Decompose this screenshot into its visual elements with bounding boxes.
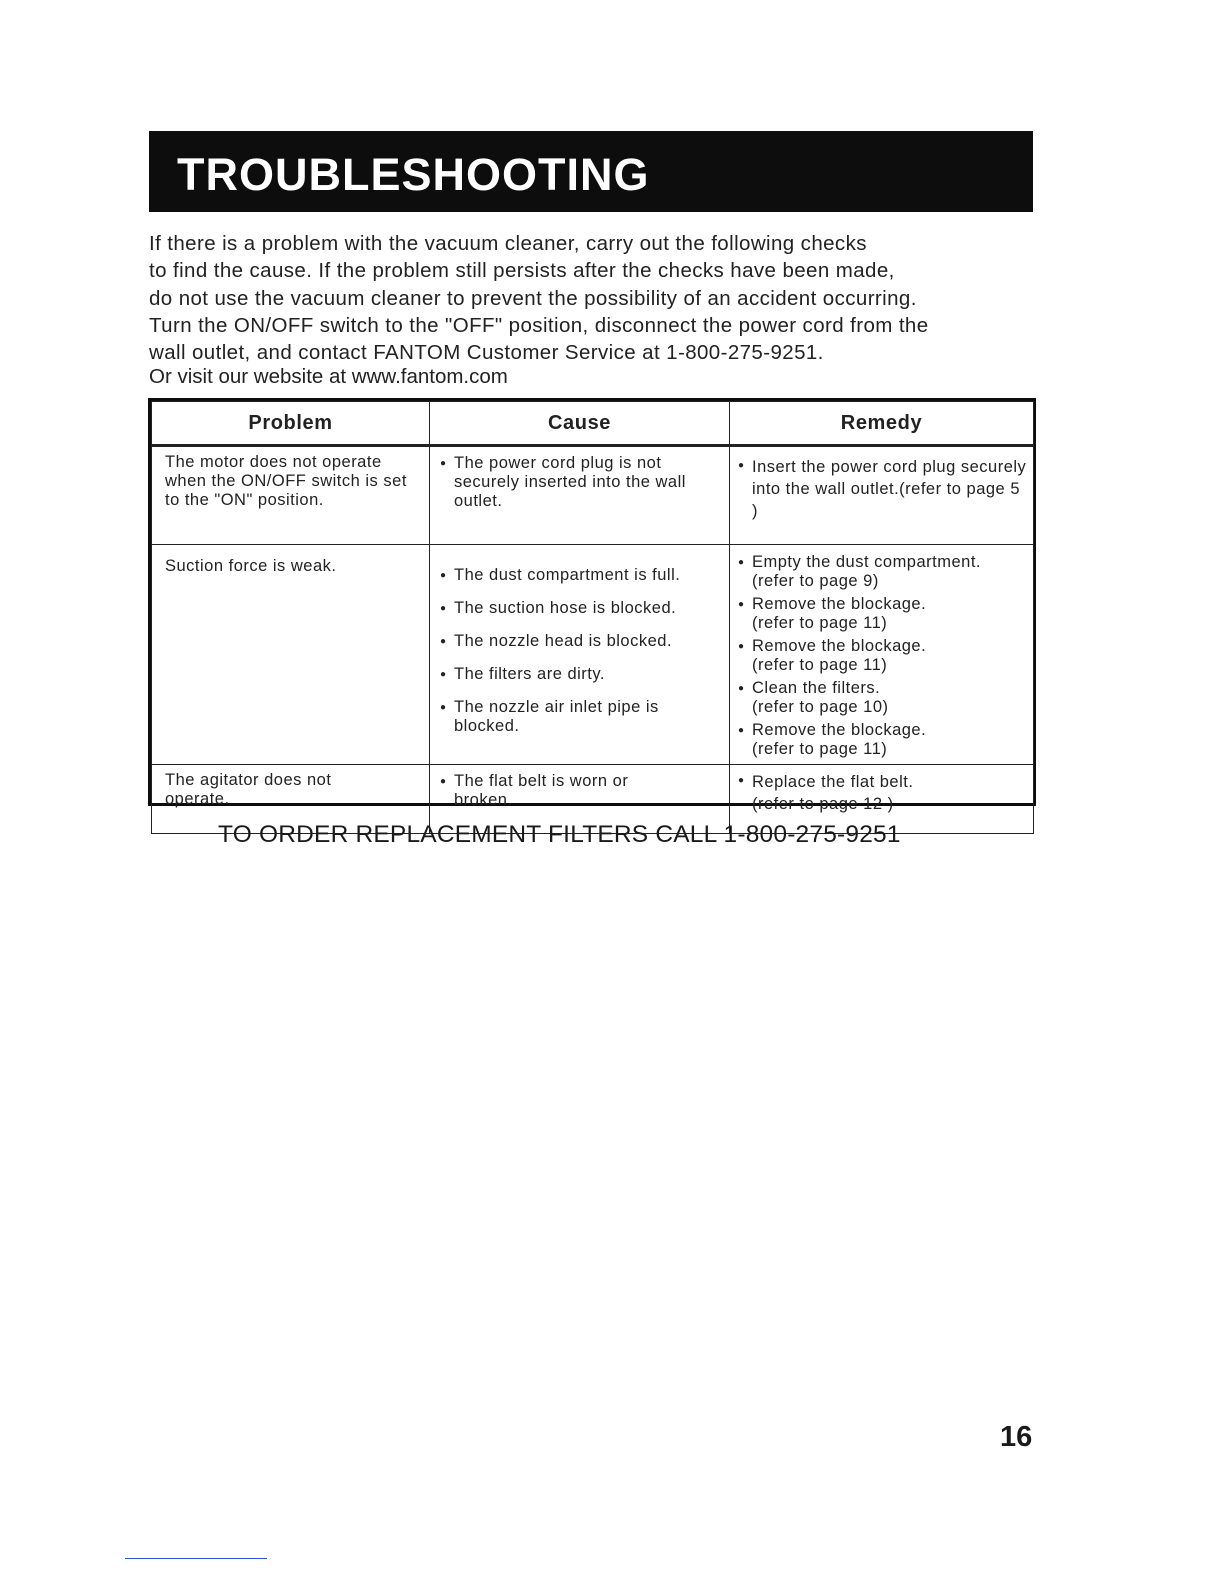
remedy-text: ● Remove the blockage. <box>752 595 927 613</box>
remedy-ref: (refer to page 11) <box>752 740 888 758</box>
remedy-cell <box>730 446 1034 545</box>
remedy-ref: (refer to page 11) <box>752 614 888 632</box>
intro-line: If there is a problem with the vacuum cleaner, carry out the following checks <box>149 232 867 255</box>
remedy-ref: (refer to page 9) <box>752 572 879 590</box>
title-banner <box>149 131 1033 212</box>
remedy-item <box>738 679 1027 717</box>
problem-cell: The agitator does not operate. <box>152 765 430 834</box>
intro-line: Turn the ON/OFF switch to the "OFF" position, disconnect the power cord from the <box>149 313 929 337</box>
remedy-ref: (refer to page 12 ) <box>752 795 894 813</box>
cause-cell <box>430 446 730 545</box>
cause-item: ● The power cord plug is not securely inserted into the wall outlet. <box>440 454 721 511</box>
intro-text <box>149 230 1049 388</box>
cause-cell <box>430 545 730 765</box>
remedy-item <box>738 456 1027 522</box>
cause-item: ● The suction hose is blocked. <box>440 599 721 618</box>
website-line: Or visit our website at www.fantom.com <box>149 365 508 389</box>
intro-line: do not use the vacuum cleaner to prevent the possibility of an accident occurring. <box>149 286 917 310</box>
remedy-text: ● Replace the flat belt. <box>752 773 914 791</box>
remedy-item <box>738 553 1027 591</box>
remedy-ref: (refer to page 10) <box>752 698 889 716</box>
remedy-ref: (refer to page 5 ) <box>752 480 1020 520</box>
remedy-text: ● Remove the blockage. <box>752 637 927 655</box>
page-title: TROUBLESHOOTING <box>177 149 650 200</box>
remedy-text: Insert the power cord plug securely into the wall outlet. <box>752 458 1027 498</box>
remedy-cell <box>730 545 1034 765</box>
order-filters-line: TO ORDER REPLACEMENT FILTERS CALL 1-800-275-9251 <box>218 821 901 848</box>
remedy-ref: (refer to page 11) <box>752 656 888 674</box>
problem-cell: Suction force is weak. <box>152 545 430 765</box>
remedy-text: ● Remove the blockage. <box>752 721 927 739</box>
remedy-item <box>738 637 1027 675</box>
remedy-text: ● Empty the dust compartment. <box>752 553 982 571</box>
table-row <box>152 545 1034 765</box>
header-remedy: Remedy <box>730 402 1034 446</box>
page-number: 16 <box>1000 1421 1033 1453</box>
table-row <box>152 446 1034 545</box>
cause-item: ● The nozzle air inlet pipe is blocked. <box>440 698 721 736</box>
problem-cell: The motor does not operate when the ON/OFF switch is set to the "ON" position. <box>152 446 430 545</box>
header-cause: Cause <box>430 402 730 446</box>
cause-item: ● The dust compartment is full. <box>440 566 721 585</box>
remedy-item <box>738 721 1027 759</box>
remedy-text: ● Clean the filters. <box>752 679 881 697</box>
cause-item: ● The nozzle head is blocked. <box>440 632 721 651</box>
intro-line: to find the cause. If the problem still persists after the checks have been made, <box>149 259 895 283</box>
footer-rule <box>125 1558 267 1559</box>
troubleshooting-table <box>148 398 1036 813</box>
table-header-row <box>152 402 1034 446</box>
cause-item: ● The filters are dirty. <box>440 665 721 684</box>
remedy-item <box>738 595 1027 633</box>
remedy-item <box>738 771 1027 815</box>
cause-item: ● The flat belt is worn or broken. <box>440 772 721 810</box>
header-problem: Problem <box>152 402 430 446</box>
intro-line: wall outlet, and contact FANTOM Customer Service at 1-800-275-9251. <box>149 341 824 365</box>
